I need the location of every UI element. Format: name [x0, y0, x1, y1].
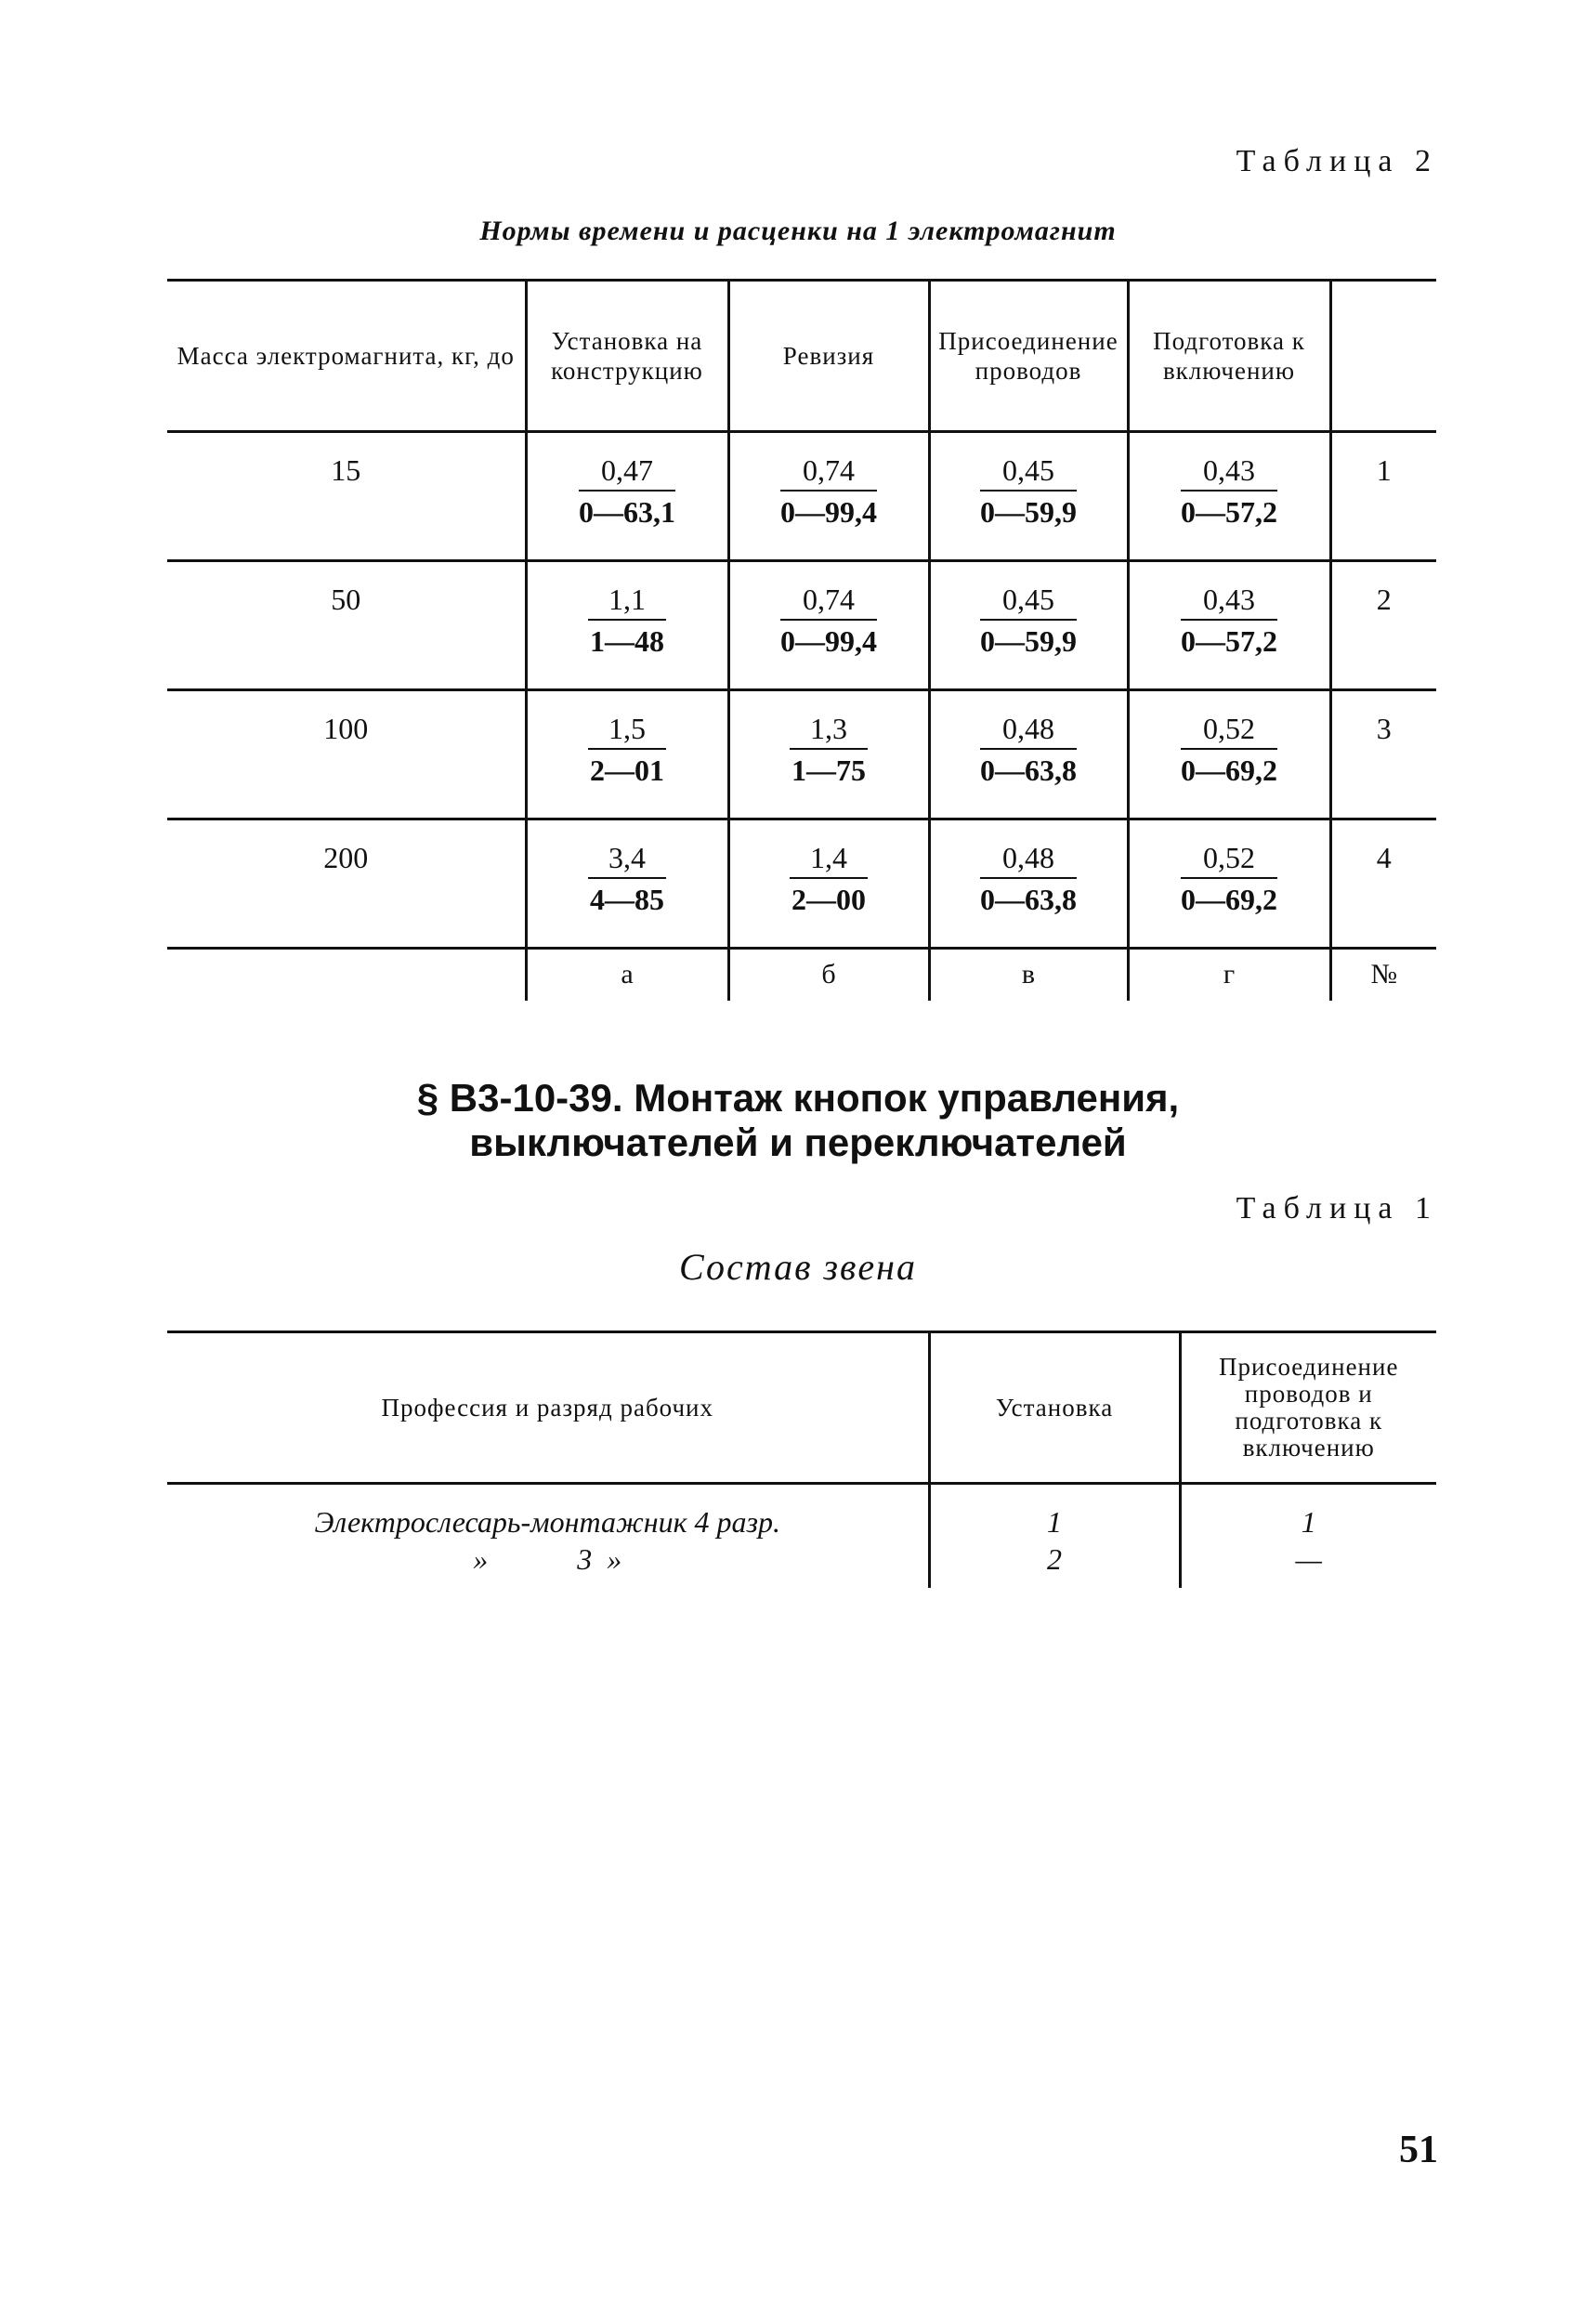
header-connect: Присоединение проводов и подготовка к включению — [1180, 1332, 1436, 1484]
time-norm: 1,5 — [588, 712, 666, 750]
norms-header-row — [167, 281, 1436, 432]
price: 0—99,4 — [780, 495, 877, 529]
price: 2—01 — [590, 754, 664, 787]
column-letter: г — [1128, 949, 1330, 1001]
price: 1—75 — [791, 754, 866, 787]
time-norm: 0,52 — [1181, 841, 1277, 879]
rate-cell — [728, 432, 929, 561]
price: 1—48 — [590, 624, 664, 658]
price: 0—59,9 — [980, 495, 1077, 529]
list-item: 2 — [1047, 1542, 1062, 1576]
time-norm: 0,48 — [980, 712, 1077, 750]
connect-cell — [1180, 1484, 1436, 1589]
crew-table — [167, 1330, 1436, 1588]
price: 2—00 — [791, 883, 866, 916]
row-number: 2 — [1330, 561, 1436, 690]
column-letter: б — [728, 949, 929, 1001]
mass-cell: 200 — [167, 819, 526, 949]
time-norm: 0,43 — [1181, 583, 1277, 621]
time-norm: 1,1 — [588, 583, 666, 621]
table1-title: Состав звена — [678, 1246, 917, 1288]
rate-cell — [929, 432, 1128, 561]
column-letter: а — [526, 949, 728, 1001]
rate-cell — [526, 561, 728, 690]
header-connect: Присоединение проводов — [929, 281, 1128, 432]
rate-cell — [728, 819, 929, 949]
rate-cell — [1128, 561, 1330, 690]
list-item: 1 — [1047, 1505, 1062, 1539]
price: 0—99,4 — [780, 624, 877, 658]
mass-cell: 50 — [167, 561, 526, 690]
rate-cell — [728, 690, 929, 819]
header-mass: Масса электромагнита, кг, до — [167, 281, 526, 432]
header-install: Установка на конструкцию — [526, 281, 728, 432]
column-number-sign: № — [1330, 949, 1436, 1001]
time-norm: 0,48 — [980, 841, 1077, 879]
price: 0—63,1 — [579, 495, 675, 529]
table-row — [167, 432, 1436, 561]
time-norm: 0,43 — [1181, 453, 1277, 492]
price: 0—69,2 — [1181, 754, 1277, 787]
time-norm: 0,45 — [980, 583, 1077, 621]
mass-cell: 15 — [167, 432, 526, 561]
price: 0—57,2 — [1181, 495, 1277, 529]
time-norm: 1,4 — [790, 841, 868, 879]
table-row — [167, 690, 1436, 819]
table-row — [167, 819, 1436, 949]
mass-cell: 100 — [167, 690, 526, 819]
header-prepare: Подготовка к включению — [1128, 281, 1330, 432]
time-norm: 0,74 — [780, 453, 877, 492]
rate-cell — [929, 819, 1128, 949]
time-norm: 0,74 — [780, 583, 877, 621]
section-heading-line2: выключателей и переключателей — [469, 1121, 1127, 1164]
rate-cell — [1128, 819, 1330, 949]
table1-label: Таблица 1 — [1236, 1191, 1438, 1226]
rate-cell — [526, 819, 728, 949]
section-heading — [0, 1076, 1596, 1165]
time-norm: 3,4 — [588, 841, 666, 879]
install-cell — [929, 1484, 1180, 1589]
column-letters-row — [167, 949, 1436, 1001]
crew-body-row — [167, 1484, 1436, 1589]
price: 0—59,9 — [980, 624, 1077, 658]
table2-caption: Нормы времени и расценки на 1 электромагнит — [479, 216, 1117, 246]
column-letter: в — [929, 949, 1128, 1001]
row-number: 4 — [1330, 819, 1436, 949]
price: 0—57,2 — [1181, 624, 1277, 658]
rate-cell — [1128, 432, 1330, 561]
list-item: » 3 » — [473, 1542, 622, 1576]
header-install: Установка — [929, 1332, 1180, 1484]
price: 4—85 — [590, 883, 664, 916]
rate-cell — [1128, 690, 1330, 819]
footer-empty — [167, 949, 526, 1001]
header-num — [1330, 281, 1436, 432]
norms-table — [167, 279, 1436, 1001]
header-revision: Ревизия — [728, 281, 929, 432]
row-number: 1 — [1330, 432, 1436, 561]
section-heading-line1: § В3-10-39. Монтаж кнопок управления, — [416, 1076, 1180, 1120]
rate-cell — [728, 561, 929, 690]
time-norm: 0,45 — [980, 453, 1077, 492]
row-number: 3 — [1330, 690, 1436, 819]
list-item: — — [1295, 1542, 1322, 1576]
table2-label: Таблица 2 — [1236, 144, 1438, 178]
header-profession: Профессия и разряд рабочих — [167, 1332, 929, 1484]
rate-cell — [929, 561, 1128, 690]
rate-cell — [526, 432, 728, 561]
price: 0—63,8 — [980, 754, 1077, 787]
price: 0—63,8 — [980, 883, 1077, 916]
rate-cell — [929, 690, 1128, 819]
price: 0—69,2 — [1181, 883, 1277, 916]
time-norm: 0,47 — [579, 453, 675, 492]
list-item: Электрослесарь-монтажник 4 разр. — [314, 1505, 781, 1539]
page-number: 51 — [1399, 2129, 1438, 2171]
crew-header-row — [167, 1332, 1436, 1484]
table-row — [167, 561, 1436, 690]
time-norm: 0,52 — [1181, 712, 1277, 750]
profession-cell — [167, 1484, 929, 1589]
rate-cell — [526, 690, 728, 819]
time-norm: 1,3 — [790, 712, 868, 750]
list-item: 1 — [1301, 1505, 1316, 1539]
